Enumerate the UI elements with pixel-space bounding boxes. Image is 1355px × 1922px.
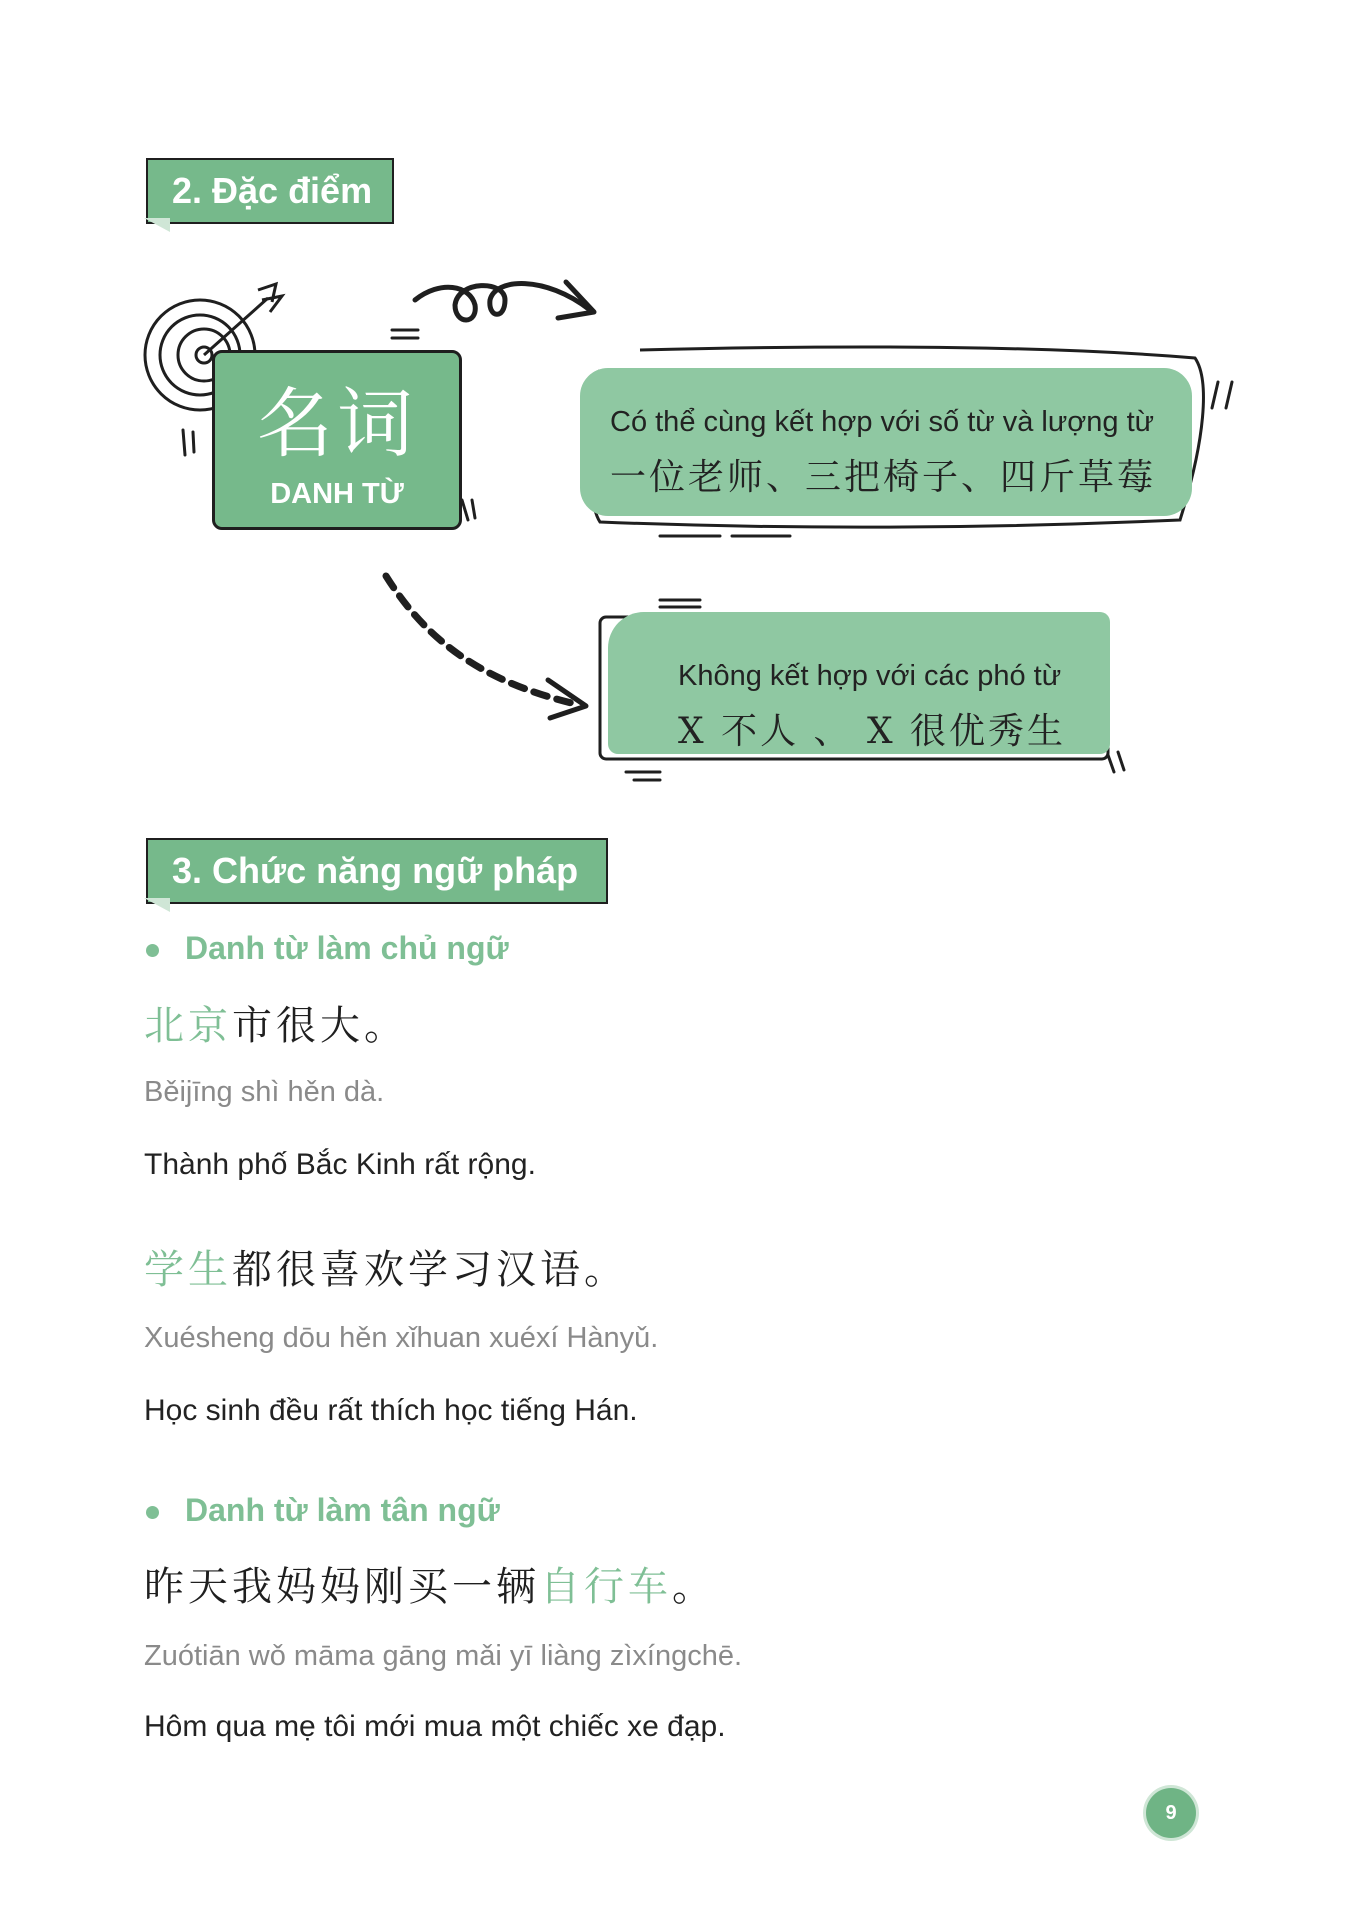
- noun-hanzi: 名词: [257, 379, 417, 468]
- subject-heading-text: Danh từ làm chủ ngữ: [185, 930, 509, 966]
- subject-example-1-hanzi: [144, 994, 408, 1051]
- object-heading-text: Danh từ làm tân ngữ: [185, 1492, 500, 1528]
- subject-example-2-translation: Học sinh đều rất thích học tiếng Hán.: [144, 1394, 638, 1427]
- hanzi-pre: 昨天我妈妈刚买一辆: [144, 1564, 540, 1610]
- feature-2-bubble: [608, 612, 1110, 754]
- feature-1-text: Có thể cùng kết hợp với số từ và lượng từ: [610, 406, 1155, 438]
- object-example-translation: Hôm qua mẹ tôi mới mua một chiếc xe đạp.: [144, 1710, 726, 1743]
- subject-example-1-translation: Thành phố Bắc Kinh rất rộng.: [144, 1148, 536, 1181]
- section-3-tab: [146, 838, 608, 904]
- feature-1-bubble: [580, 368, 1192, 516]
- noun-label: DANH TỪ: [270, 478, 404, 510]
- object-heading: [146, 1492, 500, 1529]
- feature-2-examples: X 不人 、 X 很优秀生: [678, 711, 1067, 752]
- hanzi-rest: 都很喜欢学习汉语。: [232, 1247, 628, 1293]
- bullet-dot: [146, 1506, 159, 1519]
- subject-example-2-pinyin: Xuésheng dōu hěn xǐhuan xuéxí Hànyǔ.: [144, 1322, 659, 1354]
- subject-example-1-pinyin: Běijīng shì hěn dà.: [144, 1076, 385, 1108]
- highlight-word: 学生: [144, 1247, 232, 1293]
- highlight-word: 北京: [144, 1003, 232, 1049]
- tab-fold: [144, 898, 170, 912]
- feature-1-examples: 一位老师、三把椅子、四斤草莓: [610, 457, 1157, 498]
- noun-card: [212, 350, 462, 530]
- page-number: 9: [1146, 1788, 1196, 1838]
- hanzi-rest: 市很大。: [232, 1003, 408, 1049]
- dashed-arrow-icon: [386, 576, 580, 705]
- feature-2-text: Không kết hợp với các phó từ: [678, 660, 1062, 692]
- section-3-title: 3. Chức năng ngữ pháp: [172, 850, 579, 891]
- bullet-dot: [146, 944, 159, 957]
- object-example-pinyin: Zuótiān wǒ māma gāng mǎi yī liàng zìxíngchē.: [144, 1640, 743, 1672]
- subject-heading: [146, 930, 509, 967]
- section-2-title: 2. Đặc điểm: [172, 170, 373, 211]
- hanzi-post: 。: [672, 1564, 716, 1610]
- subject-example-2-hanzi: [144, 1238, 628, 1295]
- highlight-word: 自行车: [540, 1564, 672, 1610]
- object-example-hanzi: [144, 1555, 716, 1612]
